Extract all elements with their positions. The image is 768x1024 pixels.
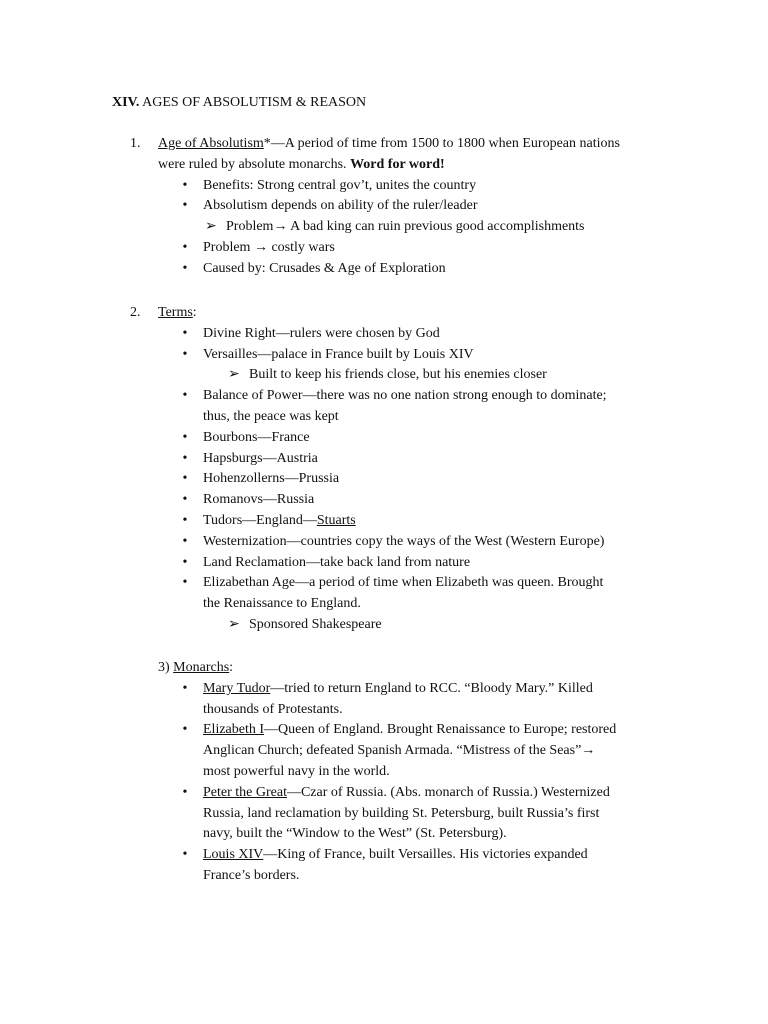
bullet-icon: •	[182, 680, 188, 696]
list-item: • Benefits: Strong central gov’t, unites the country	[112, 176, 672, 197]
list-item: • Louis XIV—King of France, built Versailles. His victories expanded France’s borders.	[112, 845, 672, 887]
bullet-icon: •	[182, 554, 188, 570]
bullet-icon: •	[182, 239, 188, 255]
bullet-list	[112, 176, 672, 280]
section-heading: 3) Monarchs:	[158, 660, 234, 675]
term-monarchs: Monarchs	[173, 660, 230, 675]
bullet-icon: •	[182, 450, 188, 466]
bullet-icon: •	[182, 429, 188, 445]
monarch-name: Elizabeth I	[203, 722, 265, 738]
section-number: 1.	[130, 136, 141, 151]
section-heading	[112, 134, 672, 176]
list-item: • Hohenzollerns—Prussia	[112, 469, 672, 490]
bullet-icon: •	[182, 492, 188, 508]
list-item: • Absolutism depends on ability of the ruler/leader	[112, 196, 672, 217]
list-item: • Divine Right—rulers were chosen by God	[112, 324, 672, 345]
list-item: • Westernization—countries copy the ways of the West (Western Europe)	[112, 532, 672, 553]
section-title: Terms:	[158, 305, 197, 320]
monarch-name: Peter the Great	[203, 784, 287, 800]
list-item: • Caused by: Crusades & Age of Exploration	[112, 259, 672, 280]
bullet-icon: •	[182, 177, 188, 193]
sub-list-item: ➢ Sponsored Shakespeare	[112, 615, 672, 636]
bullet-icon: •	[182, 346, 188, 362]
list-item: • Balance of Power—there was no one nation strong enough to dominate; thus, the peace was kept	[112, 386, 672, 428]
monarch-name: Mary Tudor	[203, 680, 271, 696]
list-item: • Versailles—palace in France built by Louis XIV	[112, 345, 672, 366]
arrow-bullet-icon: ➢	[228, 367, 240, 383]
title-text: AGES OF ABSOLUTISM & REASON	[139, 95, 367, 110]
definition-line-2: were ruled by absolute monarchs.	[158, 156, 351, 172]
list-item: • Elizabeth I—Queen of England. Brought Renaissance to Europe; restored Anglican Church; defeated Spanish Armada. “Mistress of the Seas”→ most powerful navy in the world.	[112, 720, 672, 782]
section-age-of-absolutism	[112, 134, 672, 280]
list-item: • Tudors—England—Stuarts	[112, 511, 672, 532]
term-terms: Terms	[158, 305, 193, 320]
definition-line-1: *—A period of time from 1500 to 1800 when European nations	[263, 136, 620, 151]
list-item: • Elizabethan Age—a period of time when Elizabeth was queen. Brought the Renaissance to England.	[112, 573, 672, 615]
title-roman: XIV.	[112, 95, 140, 110]
bullet-list	[112, 324, 672, 636]
bullet-list	[112, 679, 672, 887]
sub-list-item: ➢ Built to keep his friends close, but his enemies closer	[112, 365, 672, 386]
monarch-name: Louis XIV	[203, 847, 264, 863]
emphasis-text: Word for word!	[350, 156, 445, 172]
bullet-icon: •	[182, 512, 188, 528]
section-number: 2.	[130, 305, 141, 320]
bullet-icon: •	[182, 722, 188, 738]
list-item: • Land Reclamation—take back land from nature	[112, 553, 672, 574]
bullet-icon: •	[182, 388, 188, 404]
bullet-icon: •	[182, 784, 188, 800]
list-item: • Bourbons—France	[112, 428, 672, 449]
bullet-icon: •	[182, 847, 188, 863]
section-heading	[112, 303, 672, 324]
list-item: • Peter the Great—Czar of Russia. (Abs. monarch of Russia.) Westernized Russia, land reclamation by building St. Petersburg, built Russia’s first navy, built the “Window to the West” (St. Petersburg).	[112, 783, 672, 845]
bullet-icon: •	[182, 260, 188, 276]
page-title	[112, 93, 366, 114]
section-monarchs	[112, 658, 672, 887]
term-age-of-absolutism: Age of Absolutism	[158, 136, 264, 151]
arrow-bullet-icon: ➢	[228, 616, 240, 632]
bullet-icon: •	[182, 533, 188, 549]
list-item: • Problem → costly wars	[112, 238, 672, 259]
list-item: • Hapsburgs—Austria	[112, 449, 672, 470]
sub-list-item: ➢ Problem→ A bad king can ruin previous good accomplishments	[112, 217, 672, 238]
bullet-icon: •	[182, 575, 188, 591]
bullet-icon: •	[182, 198, 188, 214]
section-definition	[158, 134, 672, 176]
bullet-icon: •	[182, 471, 188, 487]
bullet-icon: •	[182, 325, 188, 341]
arrow-bullet-icon: ➢	[205, 219, 217, 235]
list-item: • Mary Tudor—tried to return England to RCC. “Bloody Mary.” Killed thousands of Protestants.	[112, 679, 672, 721]
term-stuarts: Stuarts	[316, 512, 356, 528]
list-item: • Romanovs—Russia	[112, 490, 672, 511]
section-terms	[112, 303, 672, 636]
